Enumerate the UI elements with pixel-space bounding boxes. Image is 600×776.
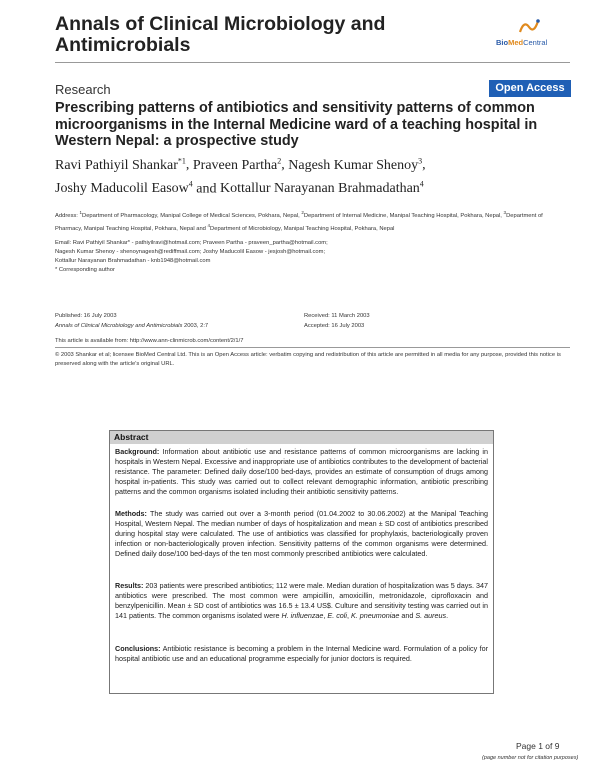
abstract-conclusions: Conclusions: Antibiotic resistance is becoming a problem in the Internal Medicine ward. Formulation of a policy for hospital antibiotic use and an educational programme especially for junior doctors is required. — [115, 644, 488, 663]
copyright-divider — [55, 347, 570, 348]
corresponding-author-note: * Corresponding author — [55, 267, 115, 273]
abstract-box — [109, 430, 494, 694]
publication-info — [55, 311, 208, 331]
email-line: Kottallur Narayanan Brahmadathan - knb1948@hotmail.com — [55, 258, 211, 264]
page-number-note: (page number not for citation purposes) — [482, 755, 579, 761]
abstract-results: Results: 203 patients were prescribed antibiotics; 112 were male. Median duration of hospitalization was 5 days. 347 antibiotics were prescribed. The most common were ampicillin, amoxicillin, metronidazole, ciprofloxacin and benzylpenicillin. Mean ± SD cost of antibiotics was 16.5 ± 13.4 US$. Culture and sensitivity testing was carried out in 141 patients. The common organisms isolated were H. influenzae, E. coli, K. pneumoniae and S. aureus. — [115, 581, 488, 620]
author: Kottallur Narayanan Brahmadathan$^4$ — [219, 179, 424, 197]
article-title: Prescribing patterns of antibiotics and sensitivity patterns of common microorganisms in the Internal Medicine ward of a teaching hospital in Western Nepal: a prospective study — [55, 100, 538, 149]
open-access-badge: Open Access — [489, 80, 571, 97]
author-address: Address: $^1$Department of Pharmacology, Manipal College of Medical Sciences, Pokhara, Nepal, $^2$Department of Internal Medicine, Manipal Teaching Hospital, Pokhara, Nepal, $^3$Department of Pharmacy, Manipal Teaching Hospital, Pokhara, Nepal and $^4$Department of Microbiology, Manipal Teaching Hospital, Pokhara, Nepal — [55, 210, 543, 232]
copyright-notice: © 2003 Shankar et al; licensee BioMed Central Ltd. This is an Open Access article: verbatim copying and redistribution of this article are permitted in all media for any purpose, provided this notice is preserved along with the article's original URL. — [55, 352, 561, 367]
abstract-heading: Abstract — [110, 431, 493, 444]
author: Nagesh Kumar Shenoy$^3$ — [288, 156, 423, 173]
email-line: Email: Ravi Pathiyil Shankar* - pathiyilravi@hotmail.com; Praveen Partha - praveen_partha@hotmail.com; — [55, 240, 328, 246]
author: Joshy Maducolil Easow$^4$ — [55, 179, 193, 197]
article-url[interactable]: This article is available from: http://www.ann-clinmicrob.com/content/2/1/7 — [55, 338, 244, 344]
received-date: Received: 11 March 2003 — [304, 313, 370, 319]
article-section-label: Research — [55, 82, 111, 97]
author-list: Ravi Pathiyil Shankar$^{*1}$, Praveen Partha$^2$, Nagesh Kumar Shenoy$^3$, Joshy Maducolil Easow$^4$ and Kottallur Narayanan Brahmadathan$^4$ — [55, 156, 426, 197]
author: Ravi Pathiyil Shankar$^{*1}$ — [55, 156, 186, 173]
logo-bio-text: Bio — [496, 38, 509, 47]
email-line: Nagesh Kumar Shenoy - shenoynagesh@rediffmail.com; Joshy Maducolil Easow - jesjosh@hotmail.com; — [55, 249, 326, 255]
author-emails — [55, 239, 570, 266]
abstract-methods: Methods: The study was carried out over a 3-month period (01.04.2002 to 30.06.2002) at the Manipal Teaching Hospital, Western Nepal. The median number of days of hospitalization and mean ± SD cost of antibiotics prescribed during hospital stay were calculated. The use of antibiotics was classified for prophylaxis, bacteriologically proven infection or non-bacteriologically proven infection. Sensitivity patterns of the common organisms were determined. Defined daily dose/100 bed-days of the ten most commonly prescribed antibiotics were calculated. — [115, 509, 488, 558]
logo-med-text: Med — [508, 38, 524, 47]
header-divider — [55, 62, 570, 63]
accepted-date: Accepted: 16 July 2003 — [304, 323, 365, 329]
submission-dates — [304, 311, 370, 331]
biomed-central-logo-icon — [518, 18, 540, 36]
logo-central-text: Central — [523, 38, 548, 47]
page-number: Page 1 of 9 — [516, 741, 560, 751]
published-date: Published: 16 July 2003 — [55, 313, 117, 319]
citation: Annals of Clinical Microbiology and Antimicrobials 2003, 2:7 — [55, 323, 209, 329]
journal-title: Annals of Clinical Microbiology and Antimicrobials — [55, 13, 386, 56]
author: Praveen Partha$^2$ — [192, 156, 282, 173]
abstract-background: Background: Information about antibiotic use and resistance patterns of common microorganisms are lacking in hospitals in Western Nepal. Excessive and inappropriate use of antibiotics contributes to the development of bacterial resistance. The parameter: Defined daily dose/100 bed-days, provides an estimate of consumption of drugs among hospital in-patients. This study was carried out to collect relevant demographic information, antibiotic prescribing patterns and the common organisms isolated including their antibiotic sensitivity patterns. — [115, 447, 488, 496]
